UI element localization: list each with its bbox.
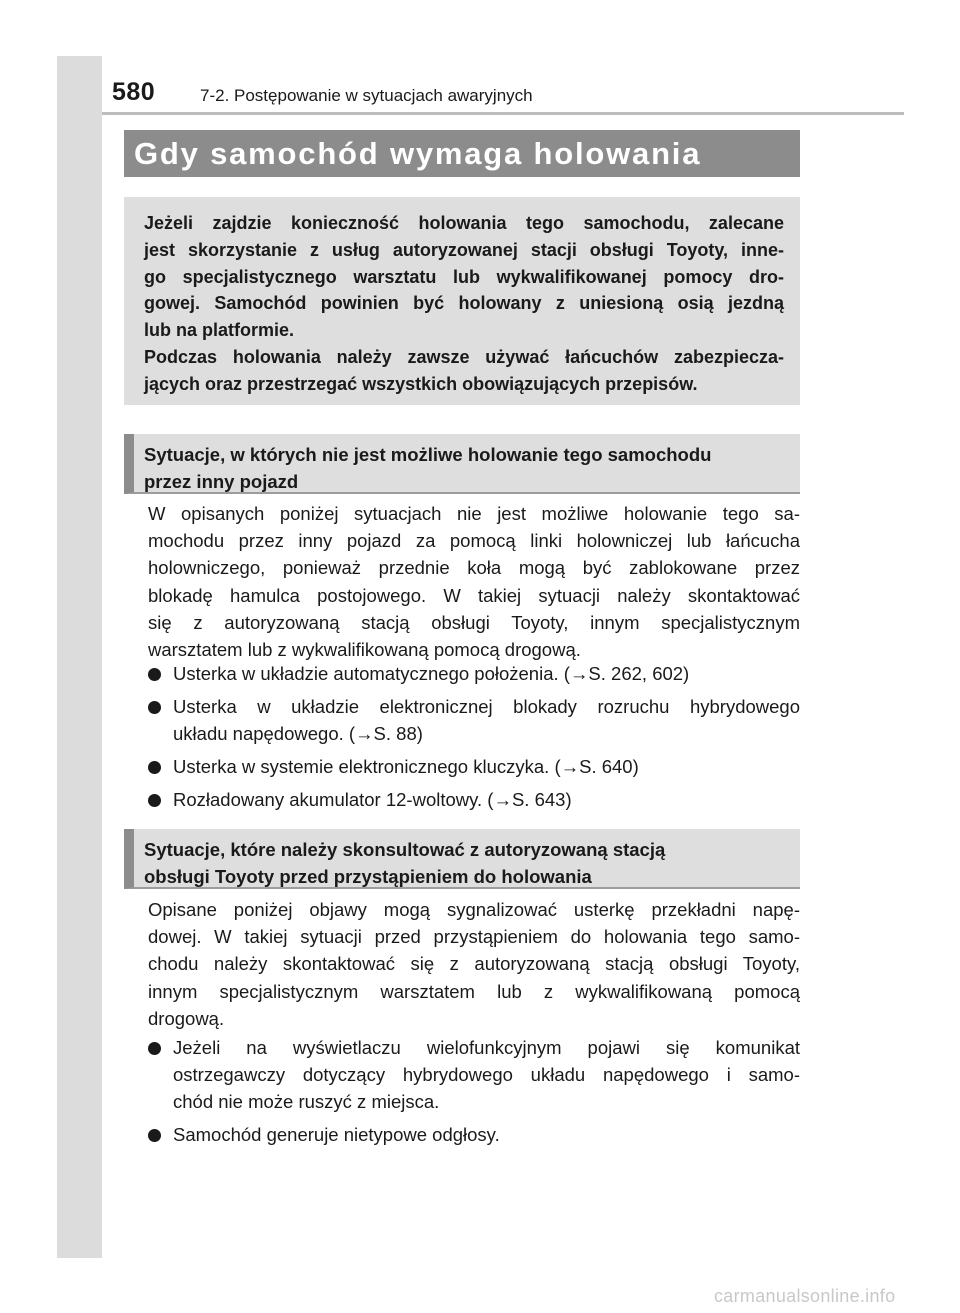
paragraph-line: holowniczego, ponieważ przednie koła mogą być zablokowane przez bbox=[148, 557, 800, 579]
intro-line: Podczas holowania należy zawsze używać łańcuchów zabezpiecza- bbox=[144, 346, 784, 367]
paragraph-line: dowej. W takiej sytuacji przed przystąpieniem do holowania tego samo- bbox=[148, 926, 800, 948]
list-item bbox=[148, 753, 800, 780]
paragraph-line: mochodu przez inny pojazd za pomocą linki holowniczej lub łańcucha bbox=[148, 530, 800, 552]
section-heading-line: przez inny pojazd bbox=[144, 470, 299, 492]
section-heading-1 bbox=[124, 434, 800, 494]
section-heading-line: obsługi Toyoty przed przystąpieniem do holowania bbox=[144, 865, 592, 887]
bullet-line: Usterka w układzie elektronicznej blokady rozruchu hybrydowego bbox=[173, 696, 800, 717]
bullet-icon bbox=[148, 794, 161, 807]
paragraph-line: warsztatem lub z wykwalifikowaną pomocą drogową. bbox=[148, 639, 581, 661]
bullet-line: Jeżeli na wyświetlaczu wielofunkcyjnym pojawi się komunikat bbox=[173, 1037, 800, 1058]
bullet-icon bbox=[148, 1042, 161, 1055]
section1-paragraph bbox=[148, 500, 800, 663]
bullet-icon bbox=[148, 761, 161, 774]
page-number: 580 bbox=[112, 78, 156, 106]
bullet-icon bbox=[148, 1129, 161, 1142]
bullet-line: Usterka w systemie elektronicznego kluczyka. (→S. 640) bbox=[173, 756, 639, 777]
list-item bbox=[148, 1034, 800, 1116]
header-rule bbox=[102, 112, 904, 115]
paragraph-line: chodu należy skontaktować się z autoryzowaną stacją obsługi Toyoty, bbox=[148, 953, 800, 975]
running-head: 7-2. Postępowanie w sytuacjach awaryjnych bbox=[200, 86, 533, 105]
intro-line: lub na platformie. bbox=[144, 320, 295, 341]
bullet-line: Samochód generuje nietypowe odgłosy. bbox=[173, 1124, 500, 1145]
section-heading-2 bbox=[124, 829, 800, 889]
section2-paragraph bbox=[148, 896, 800, 1032]
bullet-line: chód nie może ruszyć z miejsca. bbox=[173, 1091, 440, 1113]
bullet-line: ostrzegawczy dotyczący hybrydowego układu napędowego i samo- bbox=[173, 1064, 800, 1086]
intro-line: jących oraz przestrzegać wszystkich obowiązujących przepisów. bbox=[144, 373, 698, 394]
page-title: Gdy samochód wymaga holowania bbox=[134, 136, 702, 171]
paragraph-line: W opisanych poniżej sytuacjach nie jest możliwe holowanie tego sa- bbox=[148, 503, 800, 524]
list-item bbox=[148, 786, 800, 813]
intro-text bbox=[144, 210, 784, 398]
title-banner bbox=[124, 130, 800, 177]
bullet-line: układu napędowego. (→S. 88) bbox=[173, 723, 423, 745]
paragraph-line: się z autoryzowaną stacją obsługi Toyoty, innym specjalistycznym bbox=[148, 611, 800, 633]
intro-line: Jeżeli zajdzie konieczność holowania tego samochodu, zalecane bbox=[144, 213, 784, 233]
bullet-icon bbox=[148, 668, 161, 681]
paragraph-line: blokadę hamulca postojowego. W takiej sytuacji należy skontaktować bbox=[148, 584, 800, 606]
side-tab-strip bbox=[57, 56, 102, 1258]
section-heading-line: Sytuacje, w których nie jest możliwe holowanie tego samochodu bbox=[144, 444, 712, 465]
intro-line: jest skorzystanie z usług autoryzowanej stacji obsługi Toyoty, inne- bbox=[144, 239, 784, 260]
intro-line: gowej. Samochód powinien być holowany z uniesioną osią jezdną bbox=[144, 293, 784, 314]
list-item bbox=[148, 660, 800, 687]
list-item bbox=[148, 1121, 800, 1148]
paragraph-line: Opisane poniżej objawy mogą sygnalizować usterkę przekładni napę- bbox=[148, 899, 800, 920]
intro-line: go specjalistycznego warsztatu lub wykwalifikowanej pomocy dro- bbox=[144, 266, 784, 287]
paragraph-line: drogową. bbox=[148, 1007, 225, 1029]
bullet-line: Rozładowany akumulator 12-woltowy. (→S. 643) bbox=[173, 789, 572, 810]
intro-box bbox=[124, 197, 800, 405]
list-item bbox=[148, 693, 800, 747]
paragraph-line: innym specjalistycznym warsztatem lub z wykwalifikowaną pomocą bbox=[148, 980, 800, 1002]
bullet-icon bbox=[148, 701, 161, 714]
bullet-line: Usterka w układzie automatycznego położenia. (→S. 262, 602) bbox=[173, 663, 690, 684]
watermark: carmanualsonline.info bbox=[714, 1286, 896, 1306]
section-heading-line: Sytuacje, które należy skonsultować z autoryzowaną stacją bbox=[144, 839, 666, 860]
